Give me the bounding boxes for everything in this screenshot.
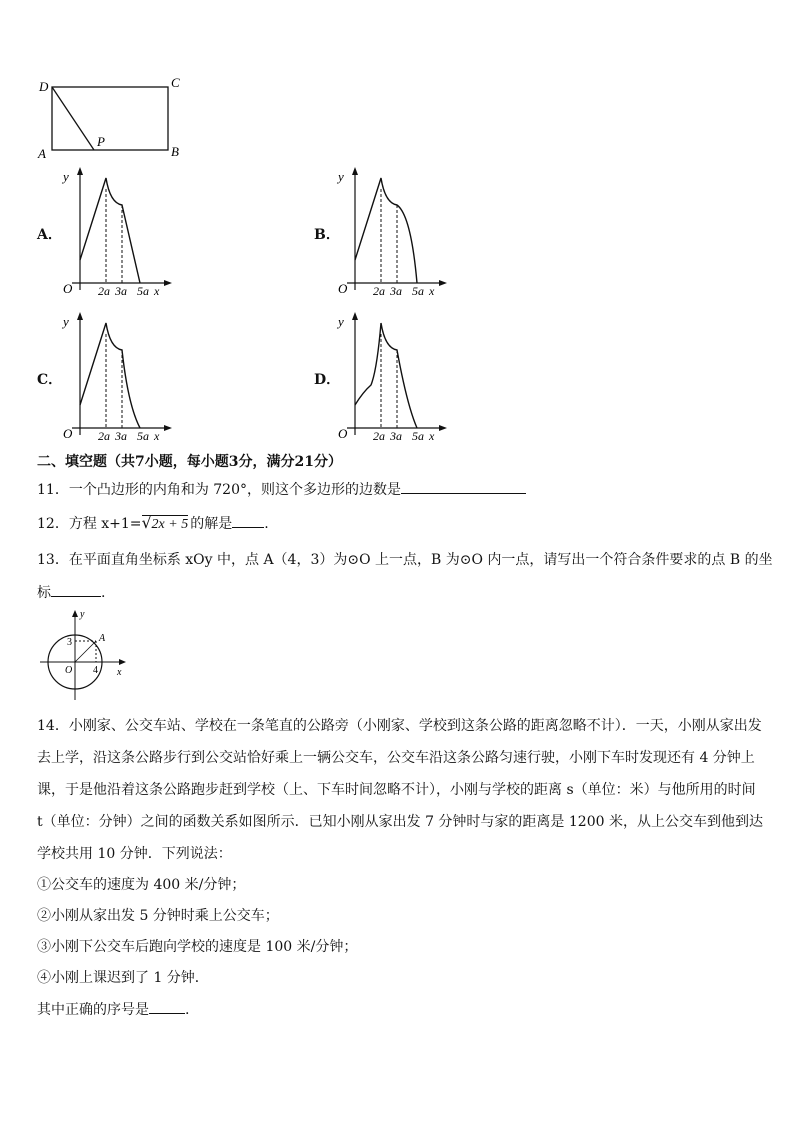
option-d-curve	[355, 323, 417, 428]
question-14-line2: 去上学，沿这条公路步行到公交站恰好乘上一辆公交车，公交车沿这条公路匀速行驶，小刚下车时发现还有 4 分钟上	[37, 750, 755, 766]
sqrt-radicand: 2x + 5	[151, 517, 189, 532]
origin-label: O	[63, 281, 73, 296]
question-12-suffix: 的解是	[190, 516, 233, 532]
question-12-prefix: 12．方程 x+1=	[37, 516, 142, 532]
question-14-answer-text: 其中正确的序号是	[37, 1002, 149, 1018]
option-b-graph[interactable]	[333, 165, 448, 300]
tick-3a: 3a	[115, 429, 127, 443]
tick-2a: 2a	[373, 429, 385, 443]
option-c-graph[interactable]	[58, 310, 173, 445]
axis-x-label: x	[154, 284, 160, 298]
question-14-line5: 学校共用 10 分钟．下列说法：	[37, 846, 232, 862]
section-title: 二、填空题（共7小题，每小题3分，满分21分）	[37, 454, 342, 470]
segment-dp	[52, 87, 94, 150]
tick-5a: 5a	[137, 429, 149, 443]
label-c: C	[171, 75, 180, 90]
option-d-graph[interactable]	[333, 310, 448, 445]
axis-y-label: y	[63, 314, 69, 329]
axis-y-label: y	[338, 169, 344, 184]
rectangle-figure	[30, 70, 200, 165]
axis-x-label: x	[154, 429, 160, 443]
option-a-curve	[80, 178, 140, 283]
tick-3a: 3a	[390, 429, 402, 443]
question-14-line3: 课，于是他沿着这条公路跑步赶到学校（上、下车时间忽略不计），小刚与学校的距离 s（单位：米）与他所用的时间	[37, 782, 756, 798]
tick-3: 3	[67, 637, 72, 648]
label-a: A	[38, 146, 46, 161]
origin-label: O	[338, 281, 348, 296]
label-b: B	[171, 144, 179, 159]
option-b-curve	[355, 178, 417, 283]
option-b-label[interactable]: B．	[314, 227, 340, 243]
axis-x-label: x	[429, 284, 435, 298]
question-14-answer	[37, 999, 189, 1020]
circle-figure	[35, 605, 130, 705]
point-a-label: A	[99, 633, 106, 644]
question-11	[37, 479, 526, 500]
answer-blank-13[interactable]	[51, 582, 101, 597]
answer-blank-12[interactable]	[232, 513, 264, 528]
question-13-line2-text: 标	[37, 585, 51, 601]
tick-5a: 5a	[412, 429, 424, 443]
label-p: P	[97, 134, 105, 149]
statement-3: ③小刚下公交车后跑向学校的速度是 100 米/分钟；	[37, 939, 358, 955]
option-d-label[interactable]: D．	[314, 372, 341, 388]
origin-label: O	[65, 665, 73, 676]
tick-5a: 5a	[412, 284, 424, 298]
axis-y-label: y	[80, 609, 85, 620]
origin-label: O	[338, 426, 348, 441]
statement-2: ②小刚从家出发 5 分钟时乘上公交车；	[37, 908, 279, 924]
tick-3a: 3a	[115, 284, 127, 298]
tick-2a: 2a	[98, 284, 110, 298]
question-12	[37, 513, 269, 534]
axis-y-label: y	[338, 314, 344, 329]
tick-4: 4	[93, 665, 98, 676]
question-14-line1: 14．小刚家、公交车站、学校在一条笔直的公路旁（小刚家、学校到这条公路的距离忽略不计）．一天，小刚从家出发	[37, 718, 762, 734]
axis-y-label: y	[63, 169, 69, 184]
question-12-end: .	[264, 516, 269, 532]
tick-3a: 3a	[390, 284, 402, 298]
answer-blank-11[interactable]	[401, 479, 526, 494]
option-c-label[interactable]: C．	[37, 372, 63, 388]
question-13-end: .	[101, 585, 106, 601]
axis-x-label: x	[429, 429, 435, 443]
option-a-graph[interactable]	[58, 165, 173, 300]
option-c-curve	[80, 323, 140, 428]
sqrt-expression	[142, 515, 189, 533]
tick-2a: 2a	[98, 429, 110, 443]
label-d: D	[39, 79, 49, 94]
axis-x-label: x	[117, 667, 122, 678]
option-a-label[interactable]: A．	[37, 227, 62, 243]
sqrt-icon: √	[141, 513, 152, 532]
origin-label: O	[63, 426, 73, 441]
answer-blank-14[interactable]	[149, 999, 185, 1014]
tick-2a: 2a	[373, 284, 385, 298]
tick-5a: 5a	[137, 284, 149, 298]
question-11-text: 11．一个凸边形的内角和为 720°，则这个多边形的边数是	[37, 482, 401, 498]
question-13-line1: 13．在平面直角坐标系 xOy 中，点 A（4，3）为⊙O 上一点，B 为⊙O 内一点，请写出一个符合条件要求的点 B 的坐	[37, 552, 773, 568]
question-13-line2	[37, 582, 105, 603]
statement-1: ①公交车的速度为 400 米/分钟；	[37, 877, 246, 893]
rectangle-abcd	[52, 87, 168, 150]
statement-4: ④小刚上课迟到了 1 分钟．	[37, 970, 209, 986]
question-14-line4: t（单位：分钟）之间的函数关系如图所示．已知小刚从家出发 7 分钟时与家的距离是 1200 米，从上公交车到他到达	[37, 814, 763, 830]
question-14-end: .	[185, 1002, 190, 1018]
